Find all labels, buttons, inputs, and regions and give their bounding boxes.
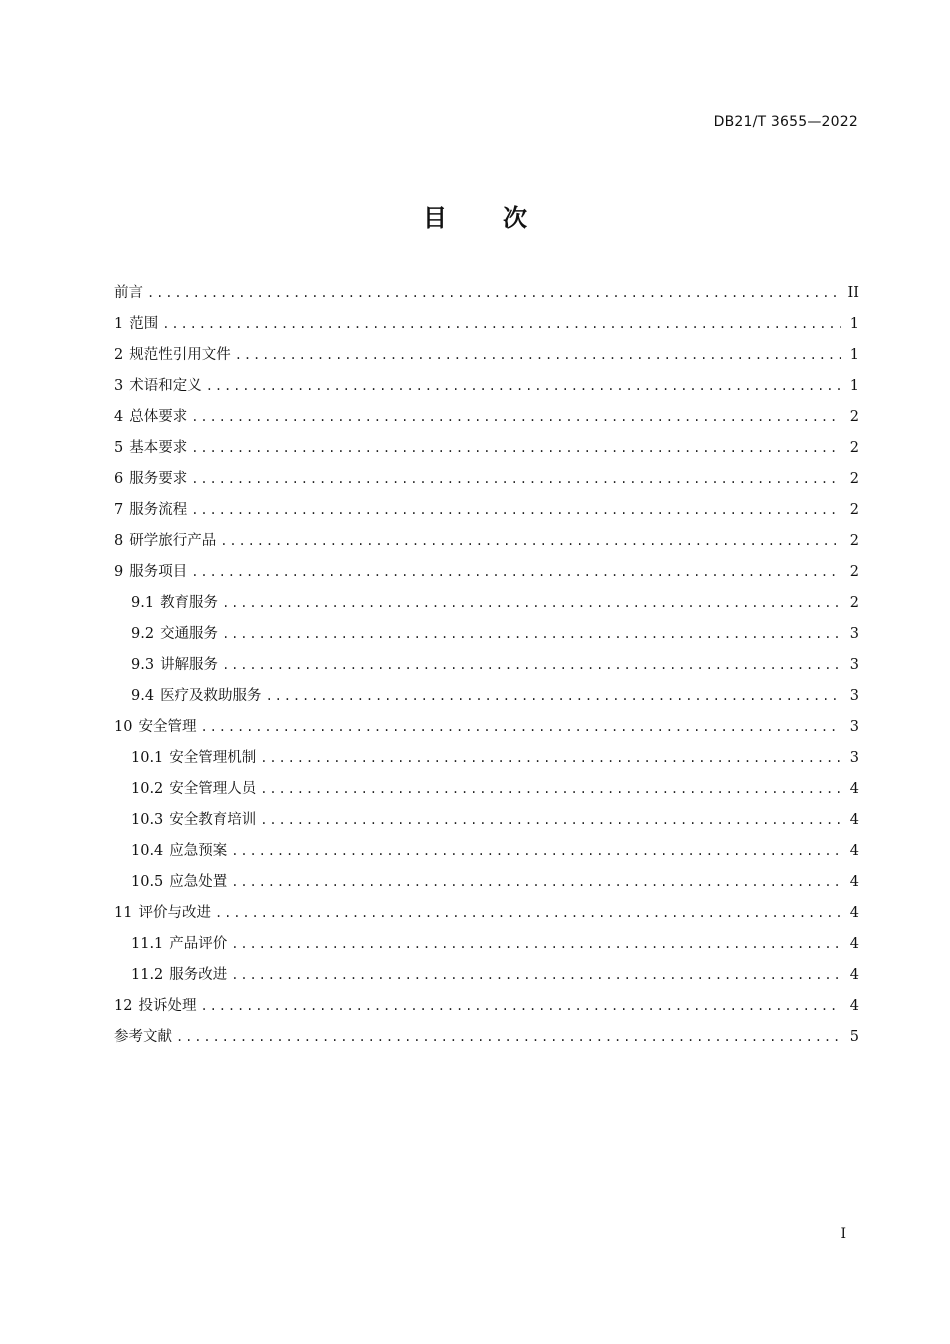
toc-entry-number: 10 (114, 719, 133, 735)
toc-entry-page: 1 (849, 316, 859, 332)
toc-entry-title: 服务改进 (169, 967, 228, 983)
toc-entry-title: 总体要求 (129, 409, 188, 425)
toc-entry-title: 基本要求 (129, 440, 188, 456)
toc-entry-number: 10.4 (131, 843, 164, 859)
toc-entry-number: 4 (114, 409, 124, 425)
toc-entry-number: 9 (114, 564, 124, 580)
toc-entry-number: 11.1 (131, 936, 164, 952)
toc-entry-label (114, 309, 158, 340)
toc-entry-page: 3 (849, 750, 859, 766)
toc-entry-21[interactable] (114, 898, 859, 929)
page-number: I (840, 1226, 846, 1242)
toc-entry-page: 3 (849, 719, 859, 735)
toc-entry-8[interactable] (114, 495, 859, 526)
toc-entry-page: 4 (849, 998, 859, 1014)
toc-entry-page: 5 (849, 1029, 859, 1045)
toc-leader-dots (231, 929, 841, 960)
toc-entry-20[interactable] (114, 867, 859, 898)
toc-entry-18[interactable] (114, 805, 859, 836)
toc-entry-label (131, 743, 256, 774)
toc-entry-16[interactable] (114, 743, 859, 774)
toc-leader-dots (176, 1022, 841, 1053)
toc-entry-title: 范围 (129, 316, 159, 332)
toc-entry-page: 3 (849, 626, 859, 642)
toc-entry-label (114, 898, 211, 929)
toc-entry-page: 2 (849, 502, 859, 518)
toc-entry-9[interactable] (114, 526, 859, 557)
document-code: DB21/T 3655—2022 (713, 114, 858, 130)
toc-entry-label (114, 464, 187, 495)
toc-leader-dots (191, 433, 841, 464)
toc-entry-7[interactable] (114, 464, 859, 495)
toc-entry-number: 9.2 (131, 626, 155, 642)
toc-entry-page: 4 (849, 781, 859, 797)
toc-leader-dots (191, 495, 841, 526)
toc-entry-label (131, 867, 227, 898)
toc-entry-number: 12 (114, 998, 133, 1014)
toc-entry-title: 服务流程 (129, 502, 188, 518)
toc-entry-number: 6 (114, 471, 124, 487)
toc-leader-dots (222, 650, 841, 681)
toc-entry-number: 11 (114, 905, 133, 921)
toc-entry-label (114, 278, 143, 309)
toc-entry-number: 3 (114, 378, 124, 394)
toc-entry-17[interactable] (114, 774, 859, 805)
toc-entry-label (114, 340, 231, 371)
toc-entry-title: 产品评价 (169, 936, 228, 952)
toc-entry-label (114, 526, 216, 557)
toc-entry-6[interactable] (114, 433, 859, 464)
toc-entry-label (131, 960, 227, 991)
toc-entry-page: 1 (849, 347, 859, 363)
toc-entry-12[interactable] (114, 619, 859, 650)
toc-entry-11[interactable] (114, 588, 859, 619)
toc-leader-dots (200, 991, 841, 1022)
toc-entry-5[interactable] (114, 402, 859, 433)
toc-entry-title: 交通服务 (160, 626, 219, 642)
toc-entry-number: 11.2 (131, 967, 164, 983)
toc-entry-15[interactable] (114, 712, 859, 743)
toc-leader-dots (260, 743, 841, 774)
toc-entry-page: 2 (849, 564, 859, 580)
toc-entry-page: 2 (849, 595, 859, 611)
toc-entry-page: 3 (849, 688, 859, 704)
toc-entry-10[interactable] (114, 557, 859, 588)
toc-leader-dots (191, 402, 841, 433)
toc-leader-dots (260, 805, 841, 836)
toc-entry-label (131, 650, 218, 681)
toc-entry-page: 4 (849, 812, 859, 828)
toc-entry-title: 安全管理机制 (169, 750, 257, 766)
toc-entry-title: 医疗及救助服务 (160, 688, 262, 704)
toc-entry-label (114, 712, 196, 743)
toc-entry-label (131, 681, 262, 712)
toc-entry-title: 讲解服务 (160, 657, 219, 673)
toc-entry-page: 4 (849, 905, 859, 921)
toc-leader-dots (260, 774, 841, 805)
toc-entry-number: 1 (114, 316, 124, 332)
toc-entry-page: 4 (849, 874, 859, 890)
toc-leader-dots (191, 464, 841, 495)
toc-entry-title: 安全教育培训 (169, 812, 257, 828)
toc-entry-label (114, 1022, 172, 1053)
toc-entry-label (131, 929, 227, 960)
toc-entry-13[interactable] (114, 650, 859, 681)
toc-entry-label (131, 588, 218, 619)
toc-entry-page: 1 (849, 378, 859, 394)
toc-leader-dots (231, 836, 841, 867)
toc-entry-title: 服务要求 (129, 471, 188, 487)
toc-entry-label (114, 371, 202, 402)
toc-entry-title: 参考文献 (114, 1029, 172, 1045)
toc-leader-dots (231, 960, 841, 991)
toc-entry-number: 2 (114, 347, 124, 363)
toc-entry-number: 5 (114, 440, 124, 456)
toc-leader-dots (162, 309, 841, 340)
toc-entry-number: 10.1 (131, 750, 164, 766)
toc-leader-dots (147, 278, 841, 309)
toc-entry-number: 7 (114, 502, 124, 518)
toc-leader-dots (222, 588, 841, 619)
toc-entry-22[interactable] (114, 929, 859, 960)
toc-entry-24[interactable] (114, 991, 859, 1022)
toc-entry-title: 服务项目 (129, 564, 188, 580)
toc-entry-label (131, 836, 227, 867)
toc-entry-number: 9.3 (131, 657, 155, 673)
toc-leader-dots (191, 557, 841, 588)
toc-entry-page: 2 (849, 533, 859, 549)
toc-entry-title: 研学旅行产品 (129, 533, 217, 549)
toc-entry-title: 投诉处理 (138, 998, 197, 1014)
toc-entry-label (114, 557, 187, 588)
toc-entry-page: II (847, 285, 859, 301)
toc-leader-dots (235, 340, 841, 371)
toc-entry-title: 规范性引用文件 (129, 347, 231, 363)
toc-leader-dots (222, 619, 841, 650)
toc-entry-title: 应急处置 (169, 874, 228, 890)
toc-leader-dots (215, 898, 841, 929)
toc-leader-dots (206, 371, 841, 402)
toc-entry-number: 8 (114, 533, 124, 549)
toc-entry-title: 前言 (114, 285, 143, 301)
toc-entry-label (131, 805, 256, 836)
toc-entry-label (114, 991, 196, 1022)
toc-entry-2[interactable] (114, 309, 859, 340)
toc-leader-dots (231, 867, 841, 898)
toc-entry-label (131, 619, 218, 650)
toc-entry-number: 9.1 (131, 595, 155, 611)
toc-entry-1[interactable] (114, 278, 859, 309)
toc-entry-title: 术语和定义 (129, 378, 202, 394)
toc-entry-label (131, 774, 256, 805)
toc-entry-14[interactable] (114, 681, 859, 712)
toc-entry-number: 9.4 (131, 688, 155, 704)
toc-entry-number: 10.2 (131, 781, 164, 797)
toc-entry-page: 4 (849, 843, 859, 859)
toc-entry-page: 4 (849, 936, 859, 952)
toc-entry-page: 2 (849, 471, 859, 487)
toc-entry-page: 4 (849, 967, 859, 983)
toc-entry-title: 安全管理人员 (169, 781, 257, 797)
toc-entry-title: 教育服务 (160, 595, 219, 611)
toc-entry-19[interactable] (114, 836, 859, 867)
toc-title: 目次 (423, 204, 583, 232)
toc-leader-dots (200, 712, 841, 743)
toc-entry-label (114, 402, 187, 433)
toc-entry-title: 安全管理 (138, 719, 197, 735)
toc-entry-number: 10.3 (131, 812, 164, 828)
toc-entry-page: 3 (849, 657, 859, 673)
toc-entry-number: 10.5 (131, 874, 164, 890)
toc-entry-label (114, 433, 187, 464)
toc-leader-dots (266, 681, 841, 712)
toc-entry-23[interactable] (114, 960, 859, 991)
toc-entry-title: 评价与改进 (138, 905, 211, 921)
toc-entry-4[interactable] (114, 371, 859, 402)
toc-entry-page: 2 (849, 409, 859, 425)
toc-entry-3[interactable] (114, 340, 859, 371)
table-of-contents (114, 278, 859, 1053)
toc-entry-label (114, 495, 187, 526)
toc-leader-dots (220, 526, 841, 557)
toc-entry-25[interactable] (114, 1022, 859, 1053)
toc-entry-page: 2 (849, 440, 859, 456)
toc-entry-title: 应急预案 (169, 843, 228, 859)
